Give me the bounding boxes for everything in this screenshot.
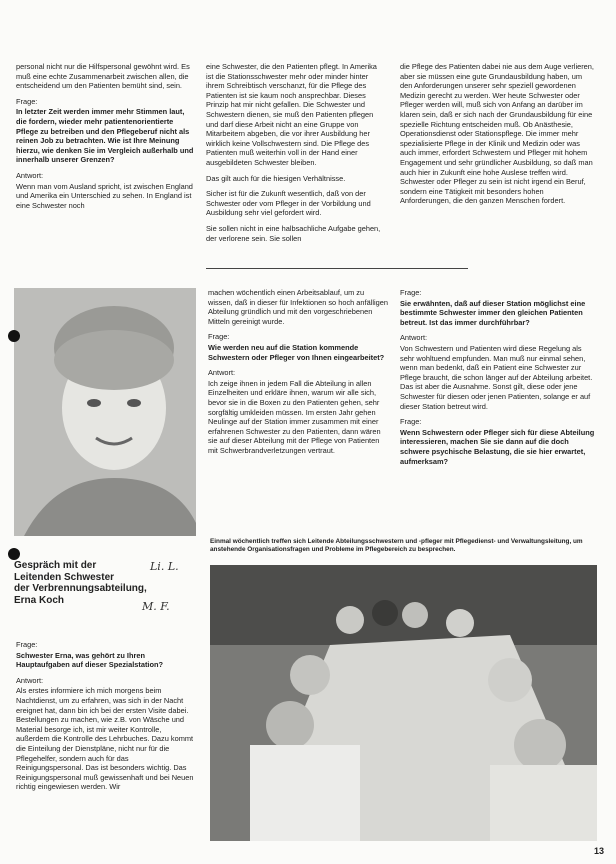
answer-text: Ich zeige ihnen in jedem Fall die Abteilung in allen Einzelheiten und erkläre ihnen, warum wir alle sich, bevor sie in die Boxen zu den Patienten gehen, sehr sorgfältig umkleiden müssen. Im ersten Jahr gehen Neulinge auf der Station immer zusammen mit einer erfahrenen Schwester zu den Patienten, dann wären sie auf dieser Abteilung mit der Pflege von Patienten mit Schwerbrandverletzungen vertraut. — [208, 378, 381, 455]
title-line: Gespräch mit der — [14, 560, 97, 571]
divider — [206, 268, 468, 269]
answer-label: Antwort: — [16, 675, 44, 685]
paragraph: eine Schwester, die den Patienten pflegt. In Amerika ist die Stationsschwester mehr oder minder hinter ihrem Schreibtisch verschanzt, für die Pflege des Patienten ist sie kaum noch ansprechbar. Dieses Prinzip hat mir nicht gefallen. Die Schwester und Schwestern dienen, sie muß den Patienten pflegen und darf diese Arbeit nicht an eine Gruppe von Mitarbeitern abgeben, die vor ihrer Ausbildung her wirklich keine Vollschwestern sind. Die Pflege des Patienten muß weiterhin voll in der Hand einer ausgebildeten Schwester bleiben. — [206, 62, 377, 167]
binder-hole — [8, 548, 20, 560]
column-2-top — [206, 62, 386, 249]
answer-label: Antwort: — [208, 368, 236, 378]
question-text: In letzter Zeit werden immer mehr Stimmen laut, die fordern, wieder mehr patientenorientierte Pflege zu betreiben und den Pflegeberuf nicht als reinen Job zu betrachten. Wie ist Ihre Meinung hierzu, wie denken Sie im Vergleich außerhalb und innerhalb unserer Grenzen? — [16, 107, 194, 165]
column-1-bottom — [16, 640, 194, 798]
photo-caption: Einmal wöchentlich treffen sich Leitende Abteilungsschwestern und -pfleger mit Pflegedienst- und Verwaltungsleitung, um anstehende Organisationsfragen und Probleme im Pflegebereich zu besprechen. — [210, 538, 583, 553]
paragraph: die Pflege des Patienten dabei nie aus dem Auge verlieren, aber sie müssen eine gute Grundausbildung haben, um den Anforderungen unserer sehr speziell gewordenen Medizin gerecht zu werden. Wer heute Schwester oder Pfleger werden will, muß sich von Anfang an darüber im klaren sein, daß er sich nach der Grundausbildung für eine spezielle Richtung entscheiden muß. Ob Anästhesie, Operationsdienst oder Stationspflege. Die immer mehr spezialisierte Pflege in der Klinik und Medizin oder was auch immer, erfordert Schwestern und Pfleger mit hohem Engagement und sehr gründlicher Ausbildung, so daß man auch hier in Zukunft eine hohe Auslese treffen wird. Schwester oder Pfleger zu sein ist nicht irgend ein Beruf, sondern eine Tätigkeit mit besonders hohen Anforderungen, die den ganzen Menschen fordert. — [400, 62, 594, 206]
answer-text: Als erstes informiere ich mich morgens beim Nachtdienst, um zu erfahren, was sich in der Nacht ereignet hat, dann bin ich bei der ersten Visite dabei. Bestellungen zu machen, wie z.B. von Wäsche und Material besorge ich, ist mir weiter Kontrolle, außerdem die Kontrolle des Lehrbuches. Dazu kommt die Einteilung der Dienstpläne, nicht nur für die Pflegehelfer, sondern auch für das Reinigungspersonal. Das ist besonders wichtig. Das Reinigungspersonal muß gewissenhaft und bei Neuen richtig eingewiesen werden. Wir — [16, 686, 194, 792]
title-line: der Verbrennungsabteilung, — [14, 583, 147, 594]
portrait-figure-icon — [14, 288, 196, 536]
column-1-top — [16, 62, 194, 216]
meeting-scene-icon — [210, 565, 597, 841]
question-text: Wie werden neu auf die Station kommende Schwestern oder Pfleger von Ihnen eingearbeitet? — [208, 342, 385, 362]
question-text: Schwester Erna, was gehört zu Ihren Hauptaufgaben auf dieser Spezialstation? — [16, 650, 164, 670]
paragraph: personal nicht nur die Hilfspersonal gewöhnt wird. Es muß eine echte Zusammenarbeit zwischen allen, die entscheidend um den Patienten bemüht sind, sein. — [16, 62, 190, 91]
group-photo — [210, 565, 597, 841]
question-text: Sie erwähnten, daß auf dieser Station möglichst eine bestimmte Schwester immer den gleichen Patienten betreut. Ist das immer durchführbar? — [400, 298, 586, 327]
question-label: Frage: — [400, 417, 422, 427]
signature: Li. L. — [150, 560, 179, 573]
answer-text: Von Schwestern und Patienten wird diese Regelung als sehr wohltuend empfunden. Man muß nur einmal sehen, wenn man bedenkt, daß ein Patient eine Schwester zur Pflege braucht, die schon länger auf der Abteilung arbeitet. Das ist aber die Ausnahme. Sonst gilt, diese oder jene Schwester für diesen oder jenen Patienten, solange er auf dieser Station betreut wird. — [400, 343, 593, 411]
answer-label: Antwort: — [400, 333, 428, 343]
paragraph: Sie sollen nicht in eine halbsachliche Aufgabe gehen, der verlorene sein. Sie sollen — [206, 223, 381, 243]
question-label: Frage: — [16, 96, 38, 106]
title-line: Erna Koch — [14, 594, 65, 606]
page-number: 13 — [593, 846, 604, 856]
question-label: Frage: — [208, 332, 230, 342]
paragraph: Das gilt auch für die hiesigen Verhältnisse. — [206, 173, 346, 183]
column-3-top — [400, 62, 596, 212]
title-line: Leitenden Schwester — [14, 571, 115, 583]
signature: M. F. — [142, 600, 170, 613]
article-title — [14, 560, 154, 606]
answer-label: Antwort: — [16, 170, 44, 180]
column-3-mid — [400, 288, 596, 472]
answer-text: Wenn man vom Ausland spricht, ist zwischen England und Amerika ein Unterschied zu sehen. In England ist eine Schwester noch — [16, 181, 193, 210]
paragraph: machen wöchentlich einen Arbeitsablauf, um zu wissen, daß in dieser für Infektionen so hoch anfälligen Abteilung gründlich und mit den vorgeschriebenen Mitteln gereinigt wurde. — [208, 288, 388, 326]
question-text: Wenn Schwestern oder Pfleger sich für diese Abteilung interessieren, machen Sie sie dann auf die doch schwere psychische Belastung, die sie hier erwartet, aufmerksam? — [400, 427, 595, 466]
question-label: Frage: — [400, 288, 422, 297]
column-2-mid — [208, 288, 388, 462]
binder-hole — [8, 330, 20, 342]
question-label: Frage: — [16, 640, 38, 649]
portrait-photo — [14, 288, 196, 536]
paragraph: Sicher ist für die Zukunft wesentlich, daß von der Schwester oder vom Pfleger in der Vorbildung und Ausbildung sehr viel gefordert wird. — [206, 189, 371, 218]
